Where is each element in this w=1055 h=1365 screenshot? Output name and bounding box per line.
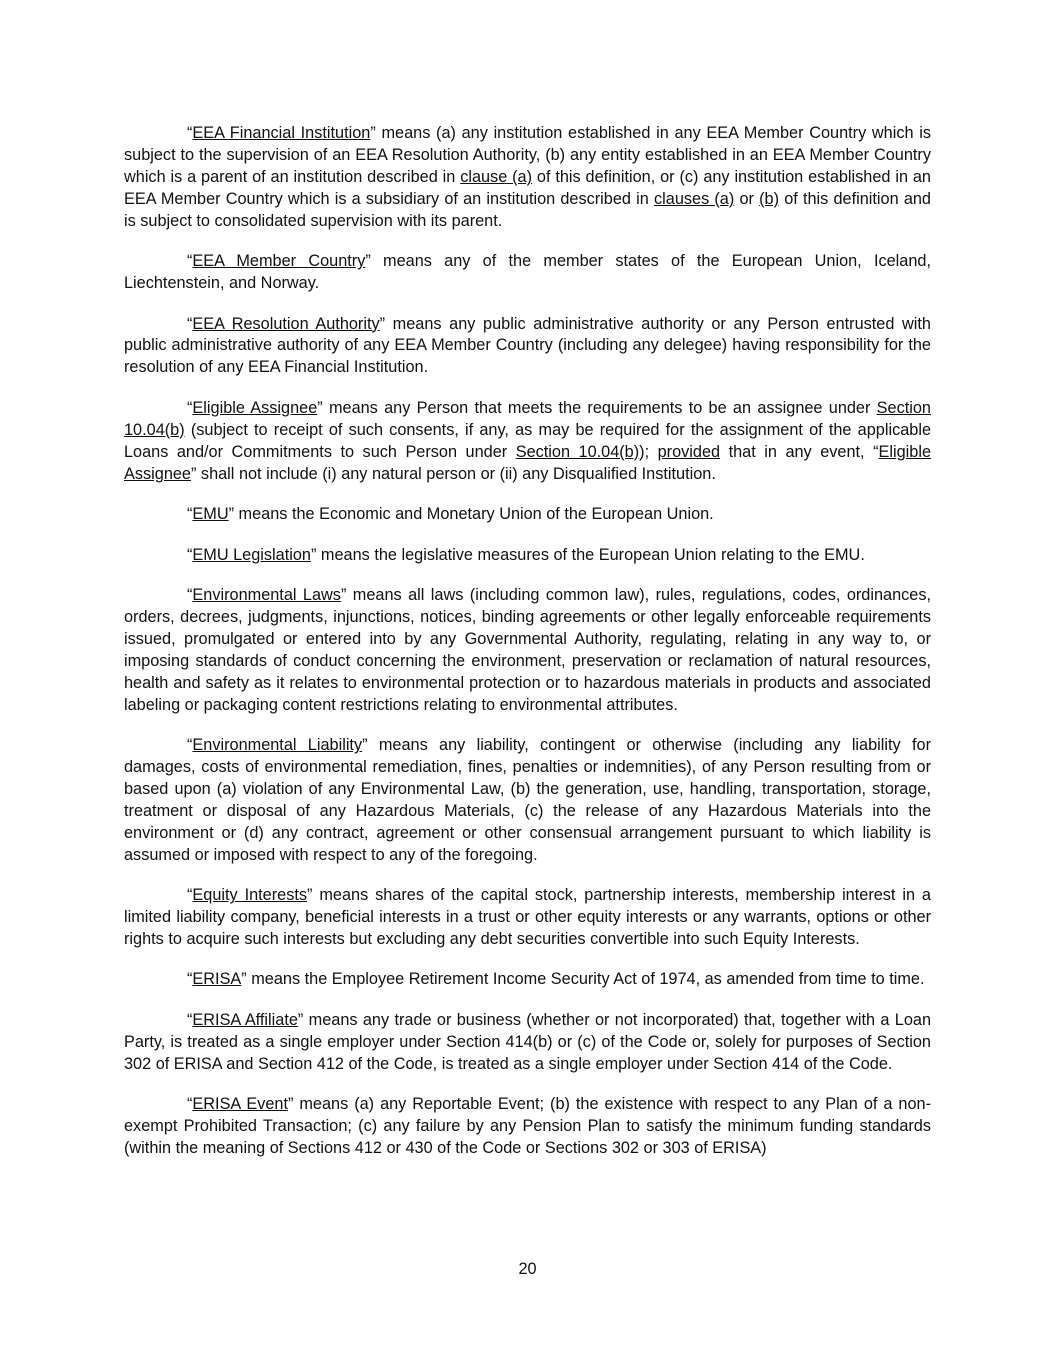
definition-text: “ <box>187 545 193 564</box>
defined-term-underlined: ERISA Affiliate <box>192 1010 298 1029</box>
definition-text: that in any event, “ <box>720 442 879 461</box>
definition-text: of this definition, or (c) any institution established in an EEA Member Country which is a subsidiary of an institution described in <box>124 167 931 208</box>
defined-term-underlined: EEA Member Country <box>192 252 366 271</box>
definition-text: “ <box>187 505 193 524</box>
defined-term-underlined: EEA Financial Institution <box>192 124 371 142</box>
defined-term-underlined: Eligible Assignee <box>192 398 318 417</box>
defined-term-underlined: EMU <box>192 505 229 524</box>
definition-text: ” means the Economic and Monetary Union of the European Union. <box>228 505 714 524</box>
definition-text: “ <box>187 886 193 905</box>
defined-term-underlined: EMU Legislation <box>192 545 311 564</box>
definition-paragraph <box>124 885 931 951</box>
definition-text: ” means (a) any institution established in any EEA Member Country which is subject to the supervision of an EEA Resolution Authority, (b) any entity established in an EEA Member Country which is a parent of an institution described in <box>124 124 931 186</box>
definition-text: “ <box>187 314 193 333</box>
definition-paragraph <box>124 1010 931 1076</box>
definition-text: ” means any trade or business (whether or not incorporated) that, together with a Loan Party, is treated as a single employer under Section 414(b) or (c) of the Code or, solely for purposes of Section 302 of ERISA and Section 412 of the Code, is treated as a single employer under Section 414 of the Code. <box>124 1010 932 1073</box>
definition-text: ” means any public administrative authority or any Person entrusted with public administrative authority of any EEA Member Country (including any delegee) having responsibility for the resolution of any EEA Financial Institution. <box>124 314 931 377</box>
definition-text: “ <box>187 736 193 755</box>
defined-term-underlined: Section 10.04(b) <box>515 442 640 461</box>
definition-text: ); <box>639 442 658 461</box>
definition-text: (subject to receipt of such consents, if any, as may be required for the assignment of the applicable Loans and/or Commitments to such Person under <box>124 420 931 461</box>
definition-text: “ <box>187 586 193 605</box>
definition-text: “ <box>187 1095 193 1114</box>
defined-term-underlined: clause (a) <box>460 167 533 186</box>
definition-text: “ <box>187 1010 193 1029</box>
defined-term-underlined: clauses (a) <box>654 189 735 208</box>
defined-term-underlined: provided <box>657 442 721 461</box>
definition-paragraph <box>124 1094 931 1160</box>
definition-text: ” means the Employee Retirement Income Security Act of 1974, as amended from time to time. <box>241 970 925 989</box>
defined-term-underlined: EEA Resolution Authority <box>192 314 380 333</box>
definition-text: ” means all laws (including common law), rules, regulations, codes, ordinances, orders, decrees, judgments, injunctions, notices, binding agreements or other legally enforceable requirements issued, promulgated or entered into by any Governmental Authority, regulating, relating in any way to, or imposing standards of conduct concerning the environment, preservation or reclamation of natural resources, health and safety as it relates to environmental protection or to hazardous materials in products and associated labeling or packaging content restrictions relating to environmental attributes. <box>124 586 931 714</box>
definition-text: of this definition and is subject to consolidated supervision with its parent. <box>124 189 931 230</box>
definition-text: “ <box>187 398 193 417</box>
definition-paragraph <box>124 504 931 526</box>
definition-paragraph <box>124 398 931 486</box>
definition-text: “ <box>187 252 193 271</box>
defined-term-underlined: Section 10.04(b) <box>124 398 931 439</box>
definition-text: ” means any liability, contingent or otherwise (including any liability for damages, costs of environmental remediation, fines, penalties or indemnities), of any Person resulting from or based upon (a) violation of any Environmental Law, (b) the generation, use, handling, transportation, storage, treatment or disposal of any Hazardous Materials, (c) the release of any Hazardous Materials into the environment or (d) any contract, agreement or other consensual arrangement pursuant to which liability is assumed or imposed with respect to any of the foregoing. <box>124 736 931 864</box>
document-body <box>124 123 931 1179</box>
defined-term-underlined: (b) <box>759 189 780 208</box>
defined-term-underlined: Equity Interests <box>192 886 308 905</box>
definition-paragraph <box>124 251 931 295</box>
definition-text: ” means any of the member states of the European Union, Iceland, Liechtenstein, and Norway. <box>124 252 931 293</box>
defined-term-underlined: Environmental Liability <box>192 736 363 755</box>
definition-text: ” means (a) any Reportable Event; (b) the existence with respect to any Plan of a non-exempt Prohibited Transaction; (c) any failure by any Pension Plan to satisfy the minimum funding standards (within the meaning of Sections 412 or 430 of the Code or Sections 302 or 303 of ERISA) <box>124 1095 931 1158</box>
defined-term-underlined: Eligible Assignee <box>124 442 931 483</box>
definition-paragraph <box>124 585 931 716</box>
defined-term-underlined: ERISA Event <box>192 1095 288 1114</box>
definition-text: ” means the legislative measures of the European Union relating to the EMU. <box>310 545 865 564</box>
definition-paragraph <box>124 735 931 866</box>
definition-text: “ <box>187 124 193 142</box>
definition-paragraph <box>124 123 931 233</box>
definition-paragraph <box>124 969 931 991</box>
defined-term-underlined: Environmental Laws <box>192 586 341 605</box>
definition-text: or <box>734 189 760 208</box>
definition-text: ” means any Person that meets the requirements to be an assignee under <box>317 398 877 417</box>
definition-text: ” shall not include (i) any natural person or (ii) any Disqualified Institution. <box>190 464 716 483</box>
definition-paragraph <box>124 545 931 567</box>
definition-text: “ <box>187 970 193 989</box>
page-number: 20 <box>518 1260 537 1278</box>
defined-term-underlined: ERISA <box>192 970 242 989</box>
definition-paragraph <box>124 314 931 380</box>
definition-text: ” means shares of the capital stock, partnership interests, membership interest in a limited liability company, beneficial interests in a trust or other equity interests or any warrants, options or other rights to acquire such interests but excluding any debt securities convertible into such Equity Interests. <box>124 886 931 948</box>
